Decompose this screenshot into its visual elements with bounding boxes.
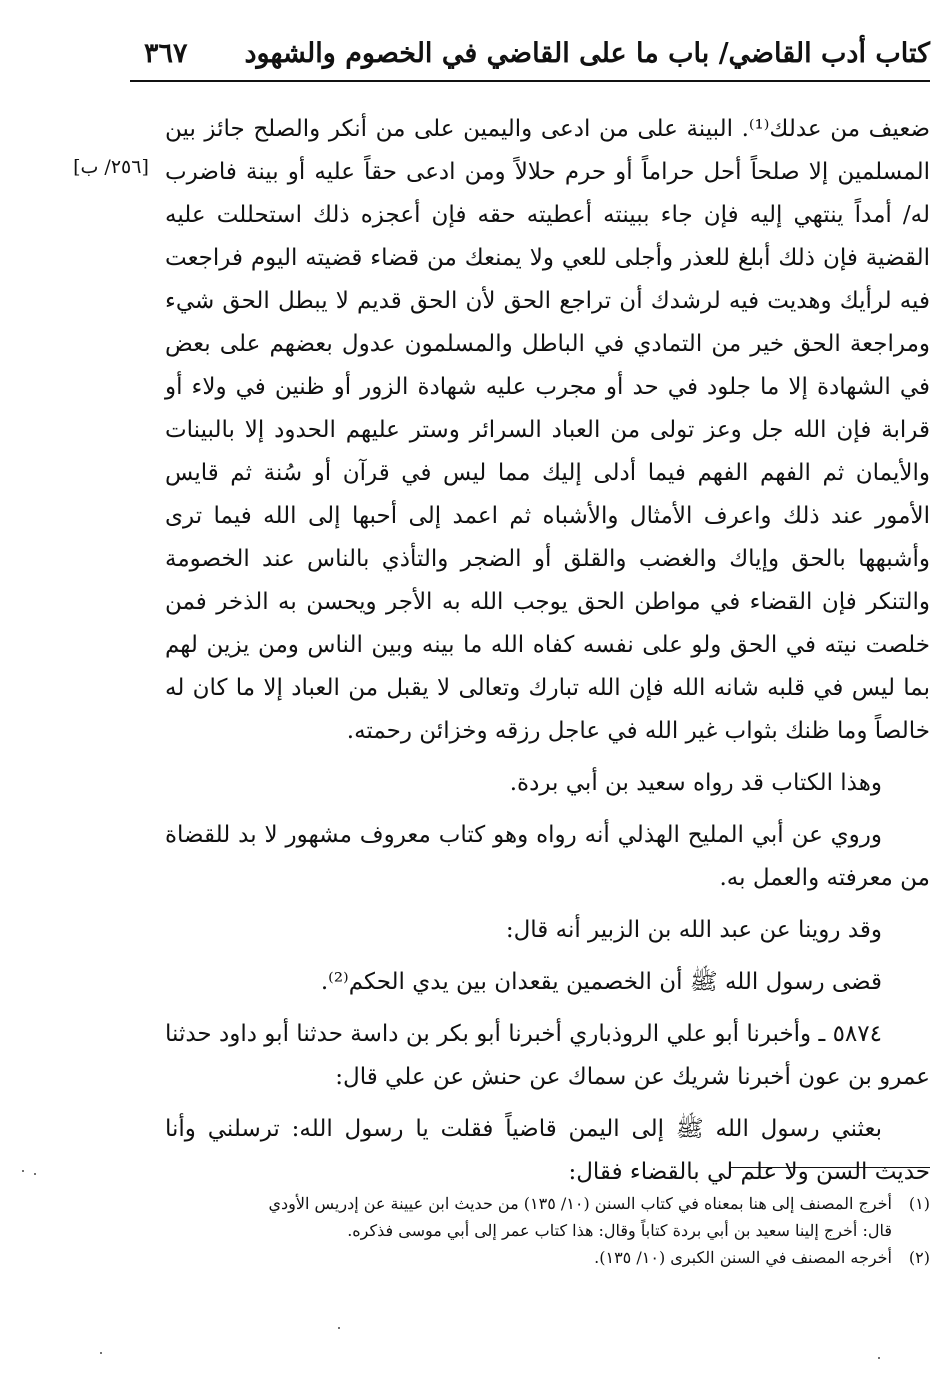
footnotes (165, 1190, 930, 1271)
paragraph: وروي عن أبي المليح الهذلي أنه رواه وهو كتاب معروف مشهور لا بد للقضاة من معرفته والعمل به. (165, 822, 930, 891)
running-header (130, 30, 930, 78)
header-rule (130, 80, 930, 82)
header-title: كتاب أدب القاضي/ باب ما على القاضي في الخصوم والشهود (244, 38, 930, 69)
hadith-isnad-paragraph: ٥٨٧٤ ـ وأخبرنا أبو علي الروذباري أخبرنا أبو بكر بن داسة حدثنا أبو داود حدثنا عمرو بن عون أخبرنا شريك عن سماك عن حنش عن علي قال: (165, 1021, 930, 1090)
scan-speck (34, 1173, 36, 1175)
page-number: ٣٦٧ (144, 38, 188, 69)
scan-speck (22, 1170, 24, 1172)
scan-speck (338, 1327, 340, 1329)
footnote-item (165, 1244, 930, 1271)
paragraph: وهذا الكتاب قد رواه سعيد بن أبي بردة. (509, 770, 882, 796)
scan-speck (878, 1357, 880, 1359)
footnote-text: أخرجه المصنف في السنن الكبرى (١٠/ ١٣٥). (594, 1248, 892, 1267)
footnote-continuation: قال: أخرج إلينا سعيد بن أبي بردة كتاباً وقال: هذا كتاب عمر إلى أبي موسى فذكره. (347, 1221, 892, 1240)
main-text (165, 108, 930, 1203)
paragraph-letter: ضعيف من عدلك⁽¹⁾. البينة على من ادعى واليمين على من أنكر والصلح جائز بين المسلمين إلا صلحاً أحل حراماً أو حرم حلالاً ومن ادعى حقاً عليه أو بينة فاضرب له/ أمداً ينتهي إليه فإن جاء ببينته أعطيته حقه فإن أعجزه ذلك استحللت عليه القضية فإن ذلك أبلغ للعذر وأجلى للعي ولا يمنعك من قضاء قضيته اليوم فراجعت فيه لرأيك وهديت فيه لرشدك أن تراجع الحق لأن الحق قديم لا يبطل الحق شيء ومراجعة الحق خير من التمادي في الباطل والمسلمون عدول بعضهم على بعض في الشهادة إلا ما جلود في حد أو مجرب عليه شهادة الزور أو ظنين في ولاء أو قرابة فإن الله جل وعز تولى من العباد السرائر وستر عليهم الحدود إلا بالبينات والأيمان ثم الفهم الفهم فيما أدلى إليك مما ليس في قرآن أو سُنة ثم قايس الأمور عند ذلك واعرف الأمثال والأشباه ثم اعمد إلى أحبها إلى الله فيما ترى وأشبهها بالحق وإياك والغضب والقلق أو الضجر والتأذي بالناس عند الخصومة والتنكر فإن القضاء في مواطن الحق يوجب الله به الأجر ويحسن به الذخر فمن خلصت نيته في الحق ولو على نفسه كفاه الله ما بينه وبين الناس ومن يزين لهم بما ليس في قلبه شانه الله فإن الله تبارك وتعالى لا يقبل من العباد إلا ما كان له خالصاً وما ظنك بثواب غير الله في عاجل رزقه وخزائن رحمته. (165, 116, 931, 744)
footnote-item (165, 1190, 930, 1244)
footnote-text: أخرج المصنف إلى هنا بمعناه في كتاب السنن (١٠/ ١٣٥) من حديث ابن عيينة عن إدريس الأودي (268, 1194, 892, 1213)
paragraph: قضى رسول الله ﷺ أن الخصمين يقعدان بين يدي الحكم⁽²⁾. (320, 969, 882, 995)
paragraph: وقد روينا عن عبد الله بن الزبير أنه قال: (505, 917, 882, 943)
paragraph: بعثني رسول الله ﷺ إلى اليمن قاضياً فقلت يا رسول الله: ترسلني وأنا حديث السن ولا علم لي بالقضاء فقال: (165, 1116, 930, 1185)
footnote-number: (٢) (908, 1248, 930, 1267)
manuscript-folio-note: [٢٥٦/ ب] (73, 156, 149, 178)
scan-speck (100, 1352, 102, 1354)
footnote-number: (١) (908, 1194, 930, 1213)
footnote-separator (730, 1167, 930, 1168)
